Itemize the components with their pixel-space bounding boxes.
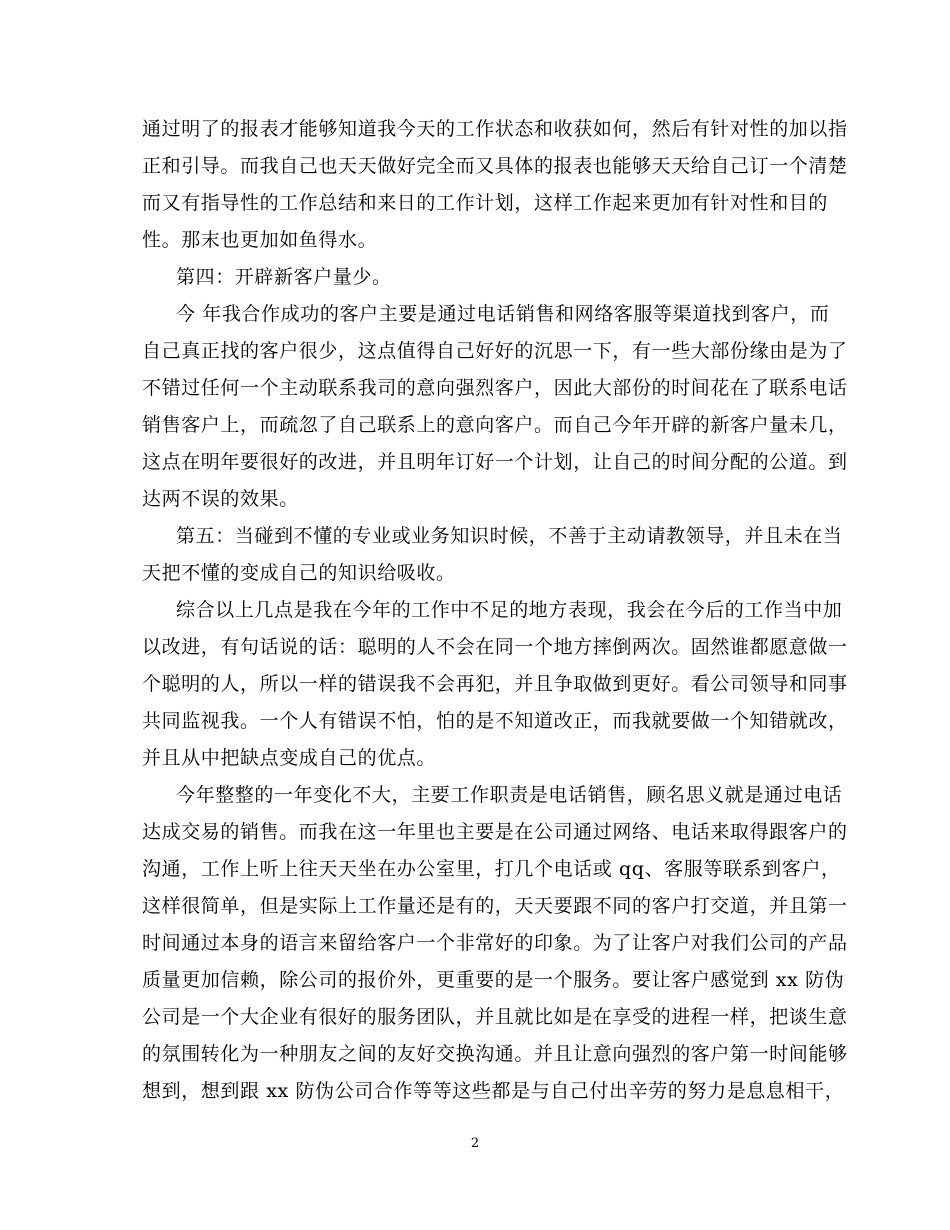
section-heading-5: 第五：当碰到不懂的专业或业务知识时候，不善于主动请教领导，并且未在当 (176, 525, 843, 547)
text-line-9: 销售客户上，而疏忽了自己联系上的意向客户。而自己今年开辟的新客户量未几， (142, 414, 848, 436)
text-line-19: 今年整整的一年变化不大，主要工作职责是电话销售，顾名思义就是通过电话 (176, 784, 843, 806)
text-line-14: 综合以上几点是我在今年的工作中不足的地方表现，我会在今后的工作当中加 (176, 599, 843, 621)
text-line-17: 共同监视我。一个人有错误不怕，怕的是不知道改正，而我就要做一个知错就改， (142, 710, 848, 732)
text-line-13: 天把不懂的变成自己的知识给吸收。 (142, 562, 456, 584)
text-line-7: 自己真正找的客户很少，这点值得自己好好的沉思一下，有一些大部份缘由是为了 (142, 340, 848, 362)
text-line-23: 时间通过本身的语言来留给客户一个非常好的印象。为了让客户对我们公司的产品 (142, 932, 848, 954)
text-line-21: 沟通，工作上听上往天天坐在办公室里，打几个电话或 qq、客服等联系到客户， (142, 858, 841, 880)
text-line-22: 这样很简单，但是实际上工作量还是有的，天天要跟不同的客户打交道，并且第一 (142, 895, 848, 917)
text-line-16: 个聪明的人，所以一样的错误我不会再犯，并且争取做到更好。看公司领导和同事 (142, 673, 848, 695)
text-line-18: 并且从中把缺点变成自己的优点。 (142, 747, 437, 769)
page-number: 2 (470, 1136, 480, 1151)
text-line-1: 通过明了的报表才能够知道我今天的工作状态和收获如何，然后有针对性的加以指 (142, 118, 848, 140)
text-line-4: 性。那末也更加如鱼得水。 (142, 229, 378, 251)
text-line-10: 这点在明年要很好的改进，并且明年订好一个计划，让自己的时间分配的公道。到 (142, 451, 848, 473)
text-line-25: 公司是一个大企业有很好的服务团队，并且就比如是在享受的进程一样，把谈生意 (142, 1006, 848, 1028)
text-line-20: 达成交易的销售。而我在这一年里也主要是在公司通过网络、电话来取得跟客户的 (142, 821, 848, 843)
text-line-6: 今 年我合作成功的客户主要是通过电话销售和网络客服等渠道找到客户，而 (176, 303, 830, 325)
text-line-24: 质量更加信赖，除公司的报价外，更重要的是一个服务。要让客户感觉到 xx 防伪 (142, 969, 845, 991)
text-line-2: 正和引导。而我自己也天天做好完全而又具体的报表也能够天天给自己订一个清楚 (142, 155, 848, 177)
text-line-11: 达两不误的效果。 (142, 488, 299, 510)
text-line-15: 以改进，有句话说的话：聪明的人不会在同一个地方摔倒两次。固然谁都愿意做一 (142, 636, 848, 658)
text-line-26: 的氛围转化为一种朋友之间的友好交换沟通。并且让意向强烈的客户第一时间能够 (142, 1043, 848, 1065)
section-heading-4: 第四：开辟新客户量少。 (176, 266, 392, 288)
text-line-8: 不错过任何一个主动联系我司的意向强烈客户，因此大部份的时间花在了联系电话 (142, 377, 848, 399)
text-line-3: 而又有指导性的工作总结和来日的工作计划，这样工作起来更加有针对性和目的 (142, 192, 829, 214)
text-line-27: 想到，想到跟 xx 防伪公司合作等等这些都是与自己付出辛劳的努力是息息相干， (142, 1080, 845, 1102)
